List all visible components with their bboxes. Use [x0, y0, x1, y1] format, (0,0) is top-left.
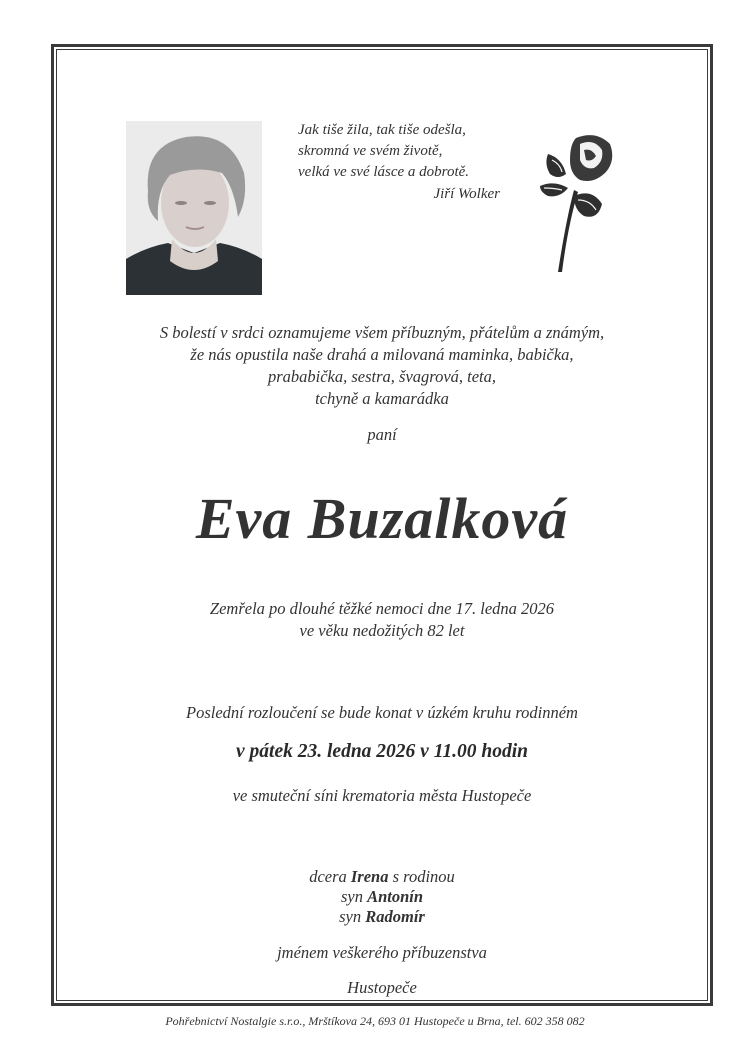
funeral-intro: Poslední rozloučení se bude konat v úzkém kruhu rodinném	[186, 703, 578, 722]
mourner-line	[56, 887, 708, 907]
announcement-line: S bolestí v srdci oznamujeme všem příbuzným, přátelům a známým,	[159, 323, 605, 342]
mourner-relation: syn	[339, 907, 366, 926]
salutation: paní	[367, 425, 397, 444]
deceased-name: Eva Buzalková	[195, 486, 569, 551]
town-name: Hustopeče	[347, 978, 417, 997]
death-line: Zemřela po dlouhé těžké nemoci dne 17. ledna 2026	[209, 599, 555, 618]
portrait-photo-icon	[126, 121, 262, 295]
funeral-datetime: v pátek 23. ledna 2026 v 11.00 hodin	[236, 741, 528, 762]
poem-line: skromná ve svém životě,	[298, 143, 443, 159]
poem-line: Jak tiše žila, tak tiše odešla,	[298, 122, 466, 138]
mourner-relation: syn	[340, 887, 368, 906]
death-details	[56, 598, 708, 642]
portrait-photo	[126, 121, 262, 295]
death-line: ve věku nedožitých 82 let	[299, 621, 465, 640]
mourner-name: Radomír	[365, 907, 425, 926]
mourner-name: Irena	[350, 867, 389, 886]
poem-line: velká ve své lásce a dobrotě.	[298, 164, 470, 180]
mourner-line	[56, 907, 708, 927]
announcement-line: prababička, sestra, švagrová, teta,	[267, 367, 497, 386]
mourner-relation: dcera	[309, 867, 351, 886]
announcement-text	[56, 322, 708, 410]
announcement-line: tchyně a kamarádka	[315, 389, 449, 408]
funeral-home-footer: Pohřebnictví Nostalgie s.r.o., Mrštíkova 24, 693 01 Hustopeče u Brna, tel. 602 358 082	[165, 1014, 585, 1028]
announcement-line: že nás opustila naše drahá a milovaná maminka, babička,	[190, 345, 574, 364]
poem-author: Jiří Wolker	[433, 186, 500, 202]
on-behalf-text: jménem veškerého příbuzenstva	[277, 943, 487, 962]
rose-icon	[536, 130, 616, 275]
memorial-poem	[298, 120, 518, 205]
mourner-suffix: s rodinou	[388, 867, 455, 886]
mourners-list	[56, 867, 708, 927]
funeral-place: ve smuteční síni krematoria města Hustopeče	[232, 786, 532, 805]
mourner-line	[56, 867, 708, 887]
mourner-name: Antonín	[367, 887, 424, 906]
